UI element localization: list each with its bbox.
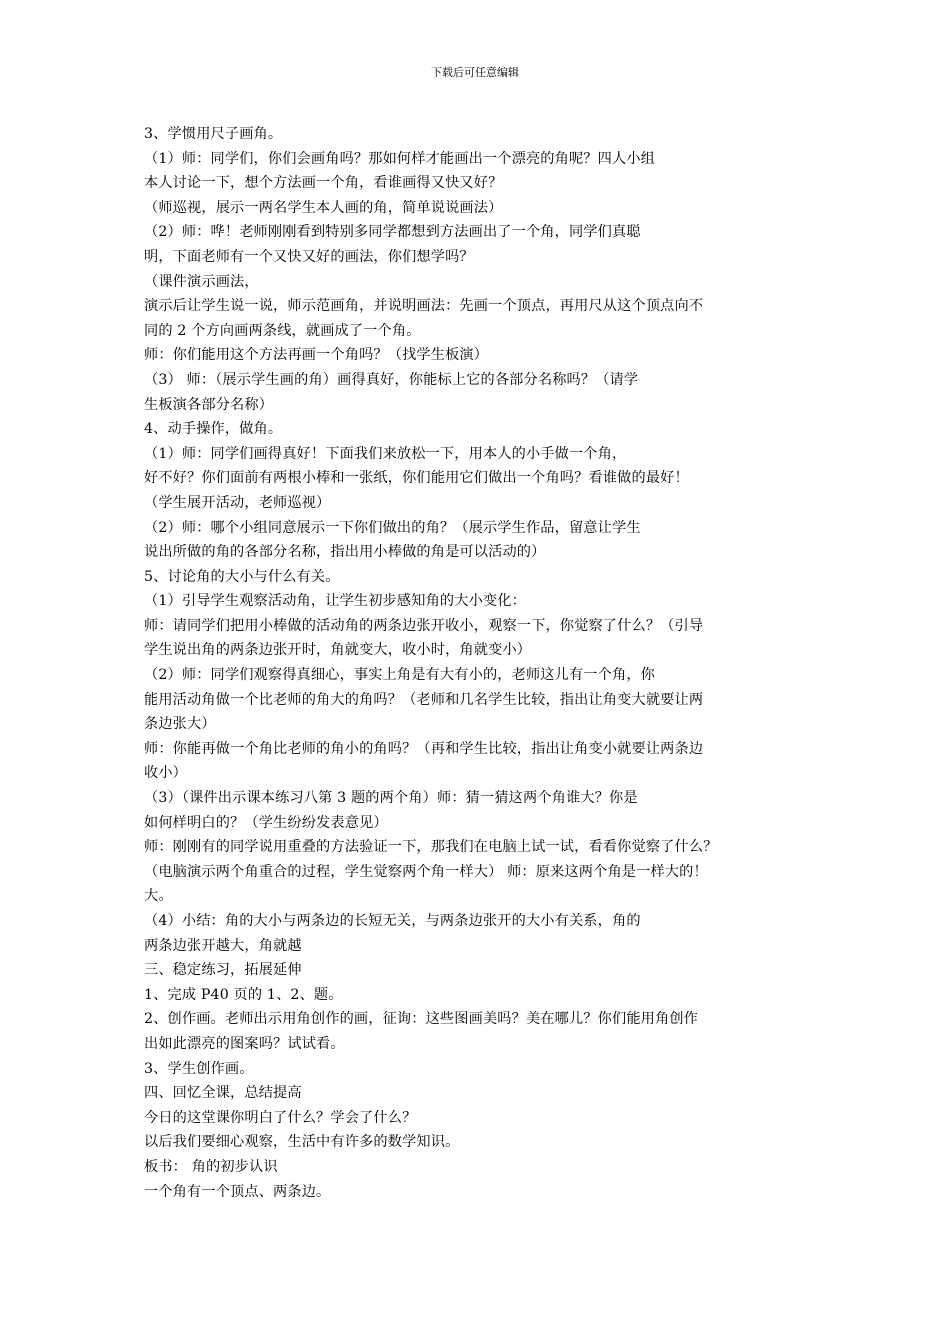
- text-line: （1）引导学生观察活动角，让学生初步感知角的大小变化：: [144, 593, 526, 610]
- text-line: 两条边张开越大，角就越: [144, 937, 302, 954]
- text-line: 四、回忆全课，总结提高: [144, 1085, 302, 1102]
- text-line: 师：刚刚有的同学说用重叠的方法验证一下，那我们在电脑上试一试，看看你觉察了什么？: [144, 839, 718, 856]
- text-line: 5、讨论角的大小与什么有关。: [144, 568, 340, 585]
- text-line: 本人讨论一下，想个方法画一个角，看谁画得又快又好？: [144, 175, 503, 192]
- text-line: 好不好？你们面前有两根小棒和一张纸，你们能用它们做出一个角吗？看谁做的最好！: [144, 470, 689, 487]
- text-line: 条边张大）: [144, 716, 216, 733]
- text-line: 3、学生创作画。: [144, 1060, 254, 1077]
- text-line: （4）小结：角的大小与两条边的长短无关，与两条边张开的大小有关系，角的: [144, 913, 641, 929]
- text-line: 3、学惯用尺子画角。: [144, 126, 283, 142]
- text-line: （课件演示画法，: [144, 273, 259, 290]
- text-line: 演示后让学生说一说，师示范画角，并说明画法：先画一个顶点，再用尺从这个顶点向不: [144, 298, 704, 315]
- text-line: 以后我们要细心观察，生活中有许多的数学知识。: [144, 1134, 460, 1151]
- text-line: （1）师：同学们画得真好！下面我们来放松一下，用本人的小手做一个角，: [144, 445, 627, 462]
- text-line: 出如此漂亮的图案吗？试试看。: [144, 1035, 345, 1052]
- text-line: （学生展开活动，老师巡视）: [144, 494, 331, 511]
- text-line: 同的 2 个方向画两条线，就画成了一个角。: [144, 322, 421, 339]
- document-body: [144, 122, 824, 1204]
- text-line: 能用活动角做一个比老师的角大的角吗？（老师和几名学生比较，指出让角变大就要让两: [144, 691, 704, 708]
- text-line: （2）师：哗！老师刚刚看到特别多同学都想到方法画出了一个角，同学们真聪: [144, 224, 641, 241]
- text-line: 师：请同学们把用小棒做的活动角的两条边张开收小，观察一下，你觉察了什么？（引导: [144, 617, 704, 634]
- text-line: （3） 师：（展示学生画的角）画得真好，你能标上它的各部分名称吗？（请学: [144, 371, 639, 388]
- text-line: （2）师：哪个小组同意展示一下你们做出的角？（展示学生作品，留意让学生: [144, 519, 641, 536]
- text-line: 1、完成 P40 页的 1、2、题。: [144, 986, 343, 1003]
- text-line: （3）（课件出示课本练习八第 3 题的两个角）师：猜一猜这两个角谁大？你是: [144, 790, 638, 807]
- text-line: 生板演各部分名称）: [144, 396, 274, 413]
- text-line: （电脑演示两个角重合的过程，学生觉察两个角一样大） 师：原来这两个角是一样大的！: [144, 863, 708, 880]
- text-line: 今日的这堂课你明白了什么？学会了什么？: [144, 1109, 417, 1126]
- text-line: 说出所做的角的各部分名称，指出用小棒做的角是可以活动的）: [144, 544, 546, 561]
- text-line: 学生说出角的两条边张开时，角就变大，收小时，角就变小）: [144, 642, 532, 659]
- text-line: 板书： 角的初步认识: [144, 1158, 278, 1175]
- text-line: （2）师：同学们观察得真细心，事实上角是有大有小的，老师这儿有一个角，你: [144, 667, 655, 684]
- text-line: （1）师：同学们，你们会画角吗？那如何样才能画出一个漂亮的角呢？四人小组: [144, 150, 655, 167]
- text-line: 师：你们能用这个方法再画一个角吗？（找学生板演）: [144, 347, 489, 364]
- text-line: 4、动手操作，做角。: [144, 421, 283, 438]
- text-line: 三、稳定练习，拓展延伸: [144, 962, 302, 979]
- text-line: （师巡视，展示一两名学生本人画的角，简单说说画法）: [144, 199, 503, 216]
- text-line: 收小）: [144, 765, 188, 782]
- text-line: 明，下面老师有一个又快又好的画法，你们想学吗？: [144, 248, 474, 265]
- text-line: 大。: [144, 888, 173, 905]
- text-line: 一个角有一个顶点、两条边。: [144, 1183, 331, 1200]
- text-line: 2、创作画。老师出示用角创作的画，征询：这些图画美吗？美在哪儿？你们能用角创作: [144, 1011, 699, 1028]
- page-header: 下载后可任意编辑: [431, 66, 519, 79]
- text-line: 如何样明白的？（学生纷纷发表意见）: [144, 814, 388, 831]
- text-line: 师：你能再做一个角比老师的角小的角吗？（再和学生比较，指出让角变小就要让两条边: [144, 740, 704, 757]
